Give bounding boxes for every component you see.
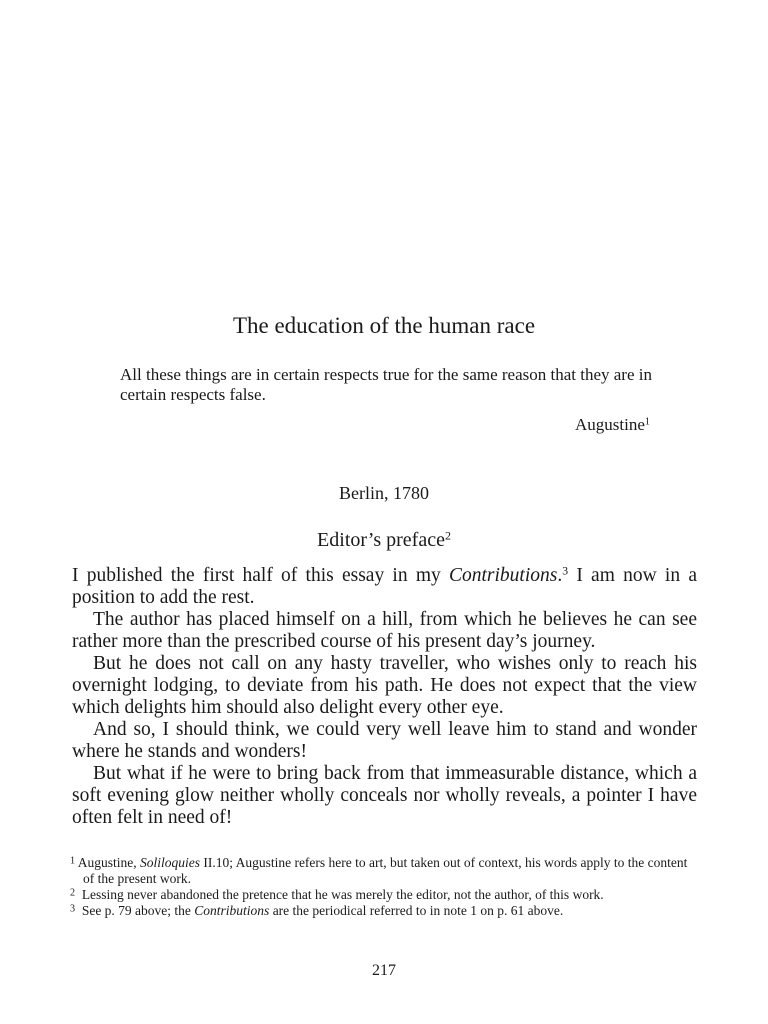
epigraph-quote: All these things are in certain respects true for the same reason that they are in certain respects false. [120,365,652,404]
paragraph-4: And so, I should think, we could very well leave him to stand and wonder where he stands and wonders! [72,719,697,762]
footnote-mark: 3 [70,903,76,915]
footnote-ref-1: 1 [644,416,650,428]
page-number: 217 [372,962,396,979]
footnote-ref-3: 3 [562,564,569,578]
paragraph-2: The author has placed himself on a hill, from which he believes he can see rather more than the prescribed course of his present day’s journey. [72,609,697,652]
footnote-mark: 1 [70,855,76,867]
section-heading [0,527,768,553]
footnote-mark: 2 [70,887,76,899]
footnote-3: $^3$ See p. 79 above; the Contributions are the periodical referred to in note 1 on p. 61 above. [70,903,564,918]
dateline: Berlin, 1780 [339,483,429,503]
paragraph-1: I published the first half of this essay in my Contributions.$^3$ I am now in a position to add the rest. [72,564,697,608]
footnote-ref-2: 2 [444,528,451,543]
paragraph-5: But what if he were to bring back from that immeasurable distance, which a soft evening glow neither wholly conceals nor wholly reveals, a pointer I have often felt in need of! [72,763,697,828]
body-text [72,565,697,829]
footnote-1: $^1$ Augustine, Soliloquies II.10; Augustine refers here to art, but taken out of context, his words apply to the content of the present work. [70,855,688,886]
chapter-title: The education of the human race [232,313,536,338]
epigraph-author: Augustine [575,415,645,434]
epigraph-attribution [575,415,650,435]
footnotes [70,855,700,919]
paragraph-3: But he does not call on any hasty traveller, who wishes only to reach his overnight lodging, to deviate from his path. He does not expect that the view which delights him should also delight every other eye. [72,653,697,718]
italic-title: Contributions [449,565,558,586]
footnote-2: $^2$ Lessing never abandoned the pretence that he was merely the editor, not the author, of this work. [70,887,604,902]
section-heading-text: Editor’s preface [317,529,445,551]
